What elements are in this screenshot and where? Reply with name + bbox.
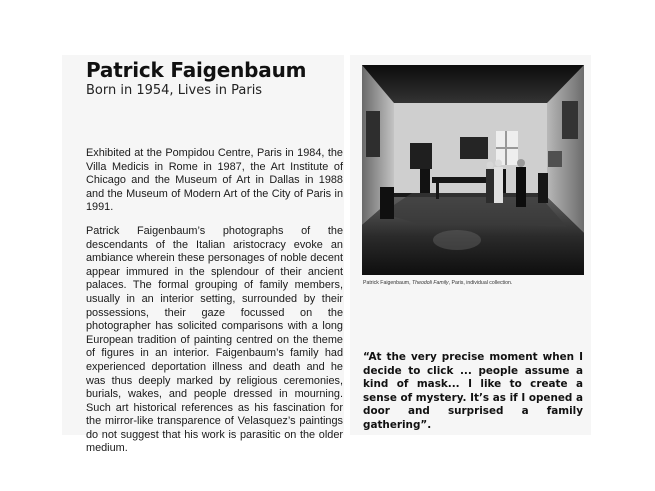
left-page [62,55,344,455]
biography-text [86,147,343,466]
artist-quote: “At the very precise moment when I decide to click ... people assume a kind of mask... I like to create a sense of mystery. It’s as if I opened a door and surprised a family gathering”. [363,351,583,431]
right-page [350,55,591,435]
caption-prefix: Patrick Faigenbaum, [363,280,413,286]
caption-title: Theodoli Family [412,280,449,286]
photo-caption [363,280,585,286]
caption-suffix: , Paris, individual collection. [448,280,513,286]
paragraph-description: Patrick Faigenbaum’s photographs of the descendants of the Italian aristocracy evoke an ambiance wherein these personages of noble decent appear immured in the splendour of their ancient palaces. The formal grouping of family members, usually in an interior setting, surrounded by their possessions, their gaze focussed on the photographer has solicited comparisons with a long European tradition of painting centred on the theme of figures in an interior. Faigenbaum’s family had experienced deportation illness and death and he was thus deeply marked by religious ceremonies, burials, wakes, and people dressed in mourning. Such art historical references as his fascination for the mirror-like transparence of Velasquez’s paintings do not suggest that his work is parasitic on the older medium. [86,224,343,455]
artist-subtitle: Born in 1954, Lives in Paris [86,83,263,98]
paragraph-exhibitions: Exhibited at the Pompidou Centre, Paris in 1984, the Villa Medicis in Rome in 1987, the Art Institute of Chicago and the Museum of Art in Dallas in 1988 and the Museum of Modern Art of the City of Paris in 1991. [86,147,343,214]
family-photograph [362,65,584,275]
artist-name: Patrick Faigenbaum [86,58,307,82]
